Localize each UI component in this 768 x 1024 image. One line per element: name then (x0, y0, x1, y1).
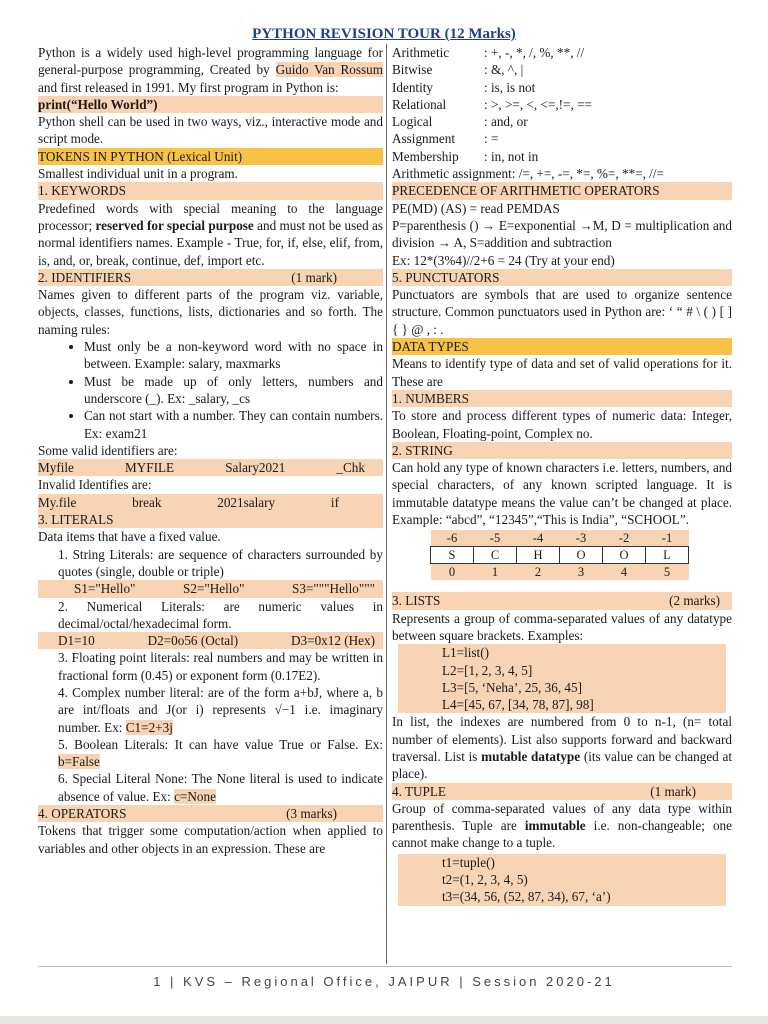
table-row: -6 -5 -4 -3 -2 -1 (431, 530, 689, 547)
list-item: • Must only be a non-keyword word with no space in between. Example: salary, maxmarks (84, 338, 383, 373)
punctuators-heading: 5. PUNCTUATORS (392, 269, 732, 286)
operators-definition: Tokens that trigger some computation/action when applied to variables and other objects in an expression. These are (38, 823, 383, 856)
tokens-heading: TOKENS IN PYTHON (Lexical Unit) (38, 148, 383, 165)
numbers-heading: 1. NUMBERS (392, 390, 732, 407)
pemdas-explanation: P=parenthesis () → E=exponential →M, D = multiplication and division → A, S=addition and subtraction (392, 217, 732, 251)
right-column (392, 44, 732, 906)
list-item: Logical : and, or (392, 114, 528, 130)
hello-world-code: print(“Hello World”) (38, 96, 383, 113)
invalid-identifiers-row: My.file break 2021salary if (38, 494, 383, 511)
literals-definition: Data items that have a fixed value. (38, 529, 221, 545)
pemdas-line: PE(MD) (AS) = read PEMDAS (392, 200, 560, 216)
data-types-heading: DATA TYPES (392, 338, 732, 355)
tuple-definition: Group of comma-separated values of any data type within parenthesis. Tuple are immutable i.e. non-changeable; one cannot make change to a tuple. (392, 800, 733, 851)
page-title: PYTHON REVISION TOUR (12 Marks) (252, 26, 516, 42)
string-literals: 1. String Literals: are sequence of characters surrounded by quotes (single, double or triple) (58, 546, 383, 579)
valid-identifiers-label: Some valid identifiers are: (38, 442, 178, 458)
string-paragraph: Can hold any type of known characters i.e. letters, numbers, and special characters, of any known scripted language. It is immutable datatype means the value can’t be changed at place. Example: “abcd”, “12345”,“This is India”, “SCHOOL”. (392, 460, 732, 528)
page-footer: 1 | KVS – Regional Office, JAIPUR | Session 2020-21 (153, 974, 615, 989)
precedence-heading: PRECEDENCE OF ARITHMETIC OPERATORS (392, 182, 732, 199)
list-index-paragraph: In list, the indexes are numbered from 0 to n-1, (n= total number of elements). List also supports forward and backward traversal. List is mutable datatype (its value can be changed at place). (392, 714, 733, 782)
list-code-block: L1=list() L2=[1, 2, 3, 4, 5] L3=[5, ‘Neha’, 25, 36, 45] L4=[45, 67, [34, 78, 87], 98] (398, 644, 726, 713)
naming-rules-list (38, 338, 383, 442)
table-row: 0 1 2 3 4 5 (431, 564, 689, 581)
tuple-heading: 4. TUPLE (1 mark) (392, 783, 732, 800)
footer-rule (38, 966, 732, 967)
operators-heading: 4. OPERATORS (3 marks) (38, 805, 383, 822)
creator-name: Guido Van Rossum (275, 62, 383, 78)
punctuators-paragraph: Punctuators are symbols that are used to organize sentence structure. Common punctuators used in Python are: ‘ “ # \ ( ) [ ] { } @ , : . (392, 287, 732, 337)
numerical-literals: 2. Numerical Literals: are numeric values in decimal/octal/hexadecimal form. (58, 598, 383, 631)
literals-heading: 3. LITERALS (38, 511, 383, 528)
identifiers-heading: 2. IDENTIFIERS (1 mark) (38, 269, 383, 286)
precedence-example: Ex: 12*(3%4)//2+6 = 24 (Try at your end) (392, 252, 615, 268)
bottom-bar (0, 1016, 768, 1024)
invalid-identifiers-label: Invalid Identifies are: (38, 477, 152, 493)
left-column (38, 44, 383, 857)
keywords-heading: 1. KEYWORDS (38, 182, 383, 199)
valid-identifiers-row: Myfile MYFILE Salary2021 _Chk (38, 459, 383, 476)
string-index-table (430, 530, 689, 580)
list-item: • Can not start with a number. They can contain numbers. Ex: exam21 (84, 407, 383, 442)
tuple-code-block: t1=tuple() t2=(1, 2, 3, 4, 5) t3=(34, 56, (52, 87, 34), 67, ‘a’) (398, 854, 726, 906)
data-types-definition: Means to identify type of data and set of valid operations for it. These are (392, 356, 732, 389)
shell-paragraph: Python shell can be used in two ways, viz., interactive mode and script mode. (38, 114, 383, 147)
operator-list (392, 44, 732, 165)
column-divider (386, 44, 387, 964)
none-literal: 6. Special Literal None: The None literal is used to indicate absence of value. Ex: c=None (58, 771, 383, 804)
arithmetic-assignment: Arithmetic assignment: /=, +=, -=, *=, %=, **=, //= (392, 166, 664, 182)
keywords-paragraph: Predefined words with special meaning to the language processor; reserved for special purpose and must not be used as normal identifiers names. Example - True, for, if, else, elif, from, is, and, or, break, continue, def, import etc. (38, 200, 383, 268)
list-item: • Must be made up of only letters, numbers and underscore (_). Ex: _salary, _cs (84, 373, 383, 408)
lists-definition: Represents a group of comma-separated values of any datatype between square brackets. Examples: (392, 610, 732, 643)
lists-heading: 3. LISTS (2 marks) (392, 592, 732, 609)
list-item: Arithmetic : +, -, *, /, %, **, // (392, 45, 585, 60)
float-literals: 3. Floating point literals: real numbers and may be written in fractional form (0.45) or exponent form (0.17E2). (58, 650, 383, 683)
boolean-literals: 5. Boolean Literals: It can have value True or False. Ex: b=False (58, 736, 383, 770)
list-item: Membership : in, not in (392, 148, 539, 164)
intro-paragraph: Python is a widely used high-level programming language for general-purpose programming, Created by Guido Van Rossum and first released in 1991. My first program in Python is: (38, 45, 383, 95)
numerical-literals-example: D1=10 D2=0o56 (Octal) D3=0x12 (Hex) (38, 632, 383, 649)
complex-literals: 4. Complex number literal: are of the form a+bJ, where a, b are int/floats and J(or i) represents √−1 i.e. imaginary number. Ex: C1=2+3j (58, 684, 384, 735)
list-item: Bitwise : &, ^, | (392, 62, 524, 78)
list-item: Assignment : = (392, 131, 499, 147)
string-literals-example: S1="Hello" S2="Hello" S3="""Hello""" (38, 580, 383, 597)
numbers-paragraph: To store and process different types of numeric data: Integer, Boolean, Floating-point, Complex no. (392, 408, 732, 441)
list-item: Relational : >, >=, <, <=,!=, == (392, 96, 592, 112)
identifiers-definition: Names given to different parts of the program viz. variable, objects, classes, functions, lists, dictionaries and so forth. The naming rules: (38, 287, 383, 337)
list-item: Identity : is, is not (392, 79, 536, 95)
tokens-definition: Smallest individual unit in a program. (38, 166, 238, 182)
table-row: S C H O O L (431, 547, 689, 564)
string-heading: 2. STRING (392, 442, 732, 459)
